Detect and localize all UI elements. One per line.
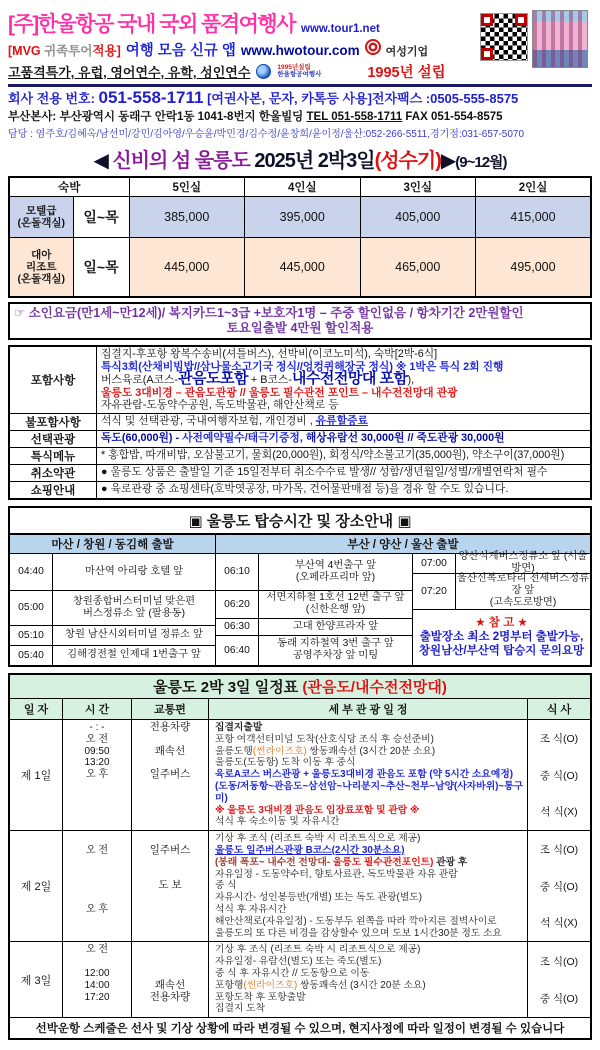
day-transport: 쾌속선 전용차량 bbox=[132, 942, 209, 1017]
info-label: 선택관광 bbox=[10, 431, 97, 447]
weekday-range: 일~목 bbox=[73, 238, 129, 298]
qr-code-icon bbox=[480, 13, 528, 61]
info-content: 집결지-후포항 왕복수송비(셔틀버스), 선박비(이코노미석), 숙박[2박-6식] 특식3회(산채비빔밥//삼나물소고기국 정식//엉컹퀴해장국 정식) ※ 1박은 특식 2회 진행 버스육로(A코스-관음도포함 + B코스-내수전전망대 포함), 울릉도 3대비경 – 관음도관광 // 울릉도 필수관전 포인트 – 내수전전망대 관광 자유관람-도동약수공원, 독도박물관, 해안산책로 등 bbox=[101, 348, 504, 412]
col-header-2room: 2인실 bbox=[476, 177, 592, 197]
boarding-place: 창원종합버스터미널 맞은편 버스정류소 앞 (팔용동) bbox=[72, 595, 196, 619]
info-row-excluded bbox=[10, 413, 590, 430]
boarding-note: ★ 참 고 ★ 출발장소 최소 2명부터 출발가능, 창원남산/부산역 탑승지 문의요망 bbox=[413, 609, 590, 665]
info-row-included bbox=[10, 347, 590, 413]
col-header-lodging: 숙박 bbox=[9, 177, 129, 197]
est-small-logo bbox=[277, 65, 321, 78]
day-details: 집결지출발 포항 여객선터미널 도착(산호식당 조식 후 승선준비) 울릉도행(썬라이즈호) 쌍동쾌속선 (3시간 20분 소요) 울릉도(도동항) 도착 이동 후 중식 육로A코스 버스관광 + 울릉도3대비경 관음도 포함 (약 5시간 소요예정) (도동/저동항~관음도~삼선암~나리분지~추산~천부~남양(사자바위)~통구미) ※ 울릉도 3대비경 관음도 입장료포함 및 관람 ※ 석식 후 숙소이동 및 자유시간 bbox=[209, 720, 528, 830]
info-row-optional-tours bbox=[10, 430, 590, 447]
boarding-place: 창원 남산시외터미널 정류소 앞 bbox=[65, 629, 203, 641]
boarding-col-yangsan-ulsan bbox=[412, 551, 590, 665]
day-times: 오 전 12:00 14:00 17:20 bbox=[63, 942, 132, 1017]
info-content: 석식 및 선택관광, 국내여행자보험, 개인경비 , 유류할증료 bbox=[101, 414, 368, 427]
day-times: - : - 오 전 09:50 13:20 오 후 bbox=[63, 720, 132, 830]
boarding-place: 동래 지하철역 3번 출구 앞 공영주차장 앞 미팅 bbox=[277, 638, 394, 662]
child-note-line2: 토요일출발 4만원 할인적용 bbox=[226, 321, 374, 335]
website-hwotour: www.hwotour.com bbox=[240, 43, 360, 58]
itinerary-day1-row bbox=[10, 720, 590, 831]
est-small-name: 한울항공여행사 bbox=[277, 70, 322, 78]
col-header-schedule: 세 부 관 광 일 정 bbox=[209, 699, 528, 719]
women-business-label: 여성기업 bbox=[385, 46, 429, 58]
itinerary-header-row bbox=[10, 699, 590, 720]
price-cell: 385,000 bbox=[129, 197, 245, 238]
day-meals: 조 식(O) 중 식(O) bbox=[539, 955, 579, 1005]
info-label: 포함사항 bbox=[10, 347, 97, 413]
info-label: 취소약관 bbox=[10, 465, 97, 481]
phone-line: 회사 전용 번호: 051-558-1711 [여권사본, 문자, 카톡등 사용]전자팩스 :0505-555-8575 bbox=[8, 88, 519, 107]
info-label: 불포함사항 bbox=[10, 414, 97, 430]
boarding-place: 울산신복로타리 전세버스정류장 앞 (고속도로방면) bbox=[456, 573, 590, 609]
boarding-time: 07:00 bbox=[413, 554, 456, 573]
child-discount-note bbox=[8, 302, 592, 340]
weekday-range: 일~목 bbox=[73, 197, 129, 238]
info-row-cancellation bbox=[10, 464, 590, 481]
building-photo bbox=[532, 10, 588, 68]
est-small-year: 1995년설립 bbox=[277, 64, 311, 71]
col-header-3room: 3인실 bbox=[360, 177, 476, 197]
itinerary-title-main: 울릉도 2박 3일 일정표 bbox=[153, 678, 303, 696]
col-header-4room: 4인실 bbox=[245, 177, 361, 197]
day-label: 제 2일 bbox=[10, 831, 63, 941]
price-cell: 465,000 bbox=[360, 238, 476, 298]
price-row-resort bbox=[9, 238, 591, 298]
boarding-place: 양산석계버스정류소 앞 (서울방면) bbox=[458, 551, 588, 575]
mvg-note: [MVG 귀족투어적용] bbox=[8, 44, 121, 58]
day-transport: 전용차량 쾌속선 일주버스 bbox=[132, 720, 209, 830]
website-tour1: www.tour1.net bbox=[301, 23, 380, 35]
boarding-col-busan bbox=[215, 554, 412, 665]
boarding-header-right: 부산 / 양산 / 울산 출발 bbox=[347, 538, 459, 551]
price-cell: 405,000 bbox=[360, 197, 476, 238]
boarding-place: 부산역 4번출구 앞 (오페라프리마 앞) bbox=[294, 559, 377, 583]
info-row-special-menu bbox=[10, 447, 590, 464]
boarding-time: 06:30 bbox=[216, 619, 259, 635]
boarding-title: ▣ 울릉도 탑승시간 및 장소안내 ▣ bbox=[10, 508, 590, 535]
boarding-time: 05:10 bbox=[10, 626, 53, 645]
day-meals: 조 식(O) 중 식(O) 석 식(X) bbox=[539, 844, 579, 930]
price-header-row bbox=[9, 177, 591, 197]
day-label: 제 3일 bbox=[10, 942, 63, 1017]
info-label: 쇼핑안내 bbox=[10, 482, 97, 498]
col-header-day: 일 자 bbox=[10, 699, 63, 719]
info-content: ● 울릉도 상품은 출발일 기준 15일전부터 취소수수료 발생// 성함/생년월일/성별/개별연락처 필수 bbox=[101, 465, 548, 478]
boarding-time: 05:00 bbox=[10, 591, 53, 625]
boarding-time: 06:10 bbox=[216, 554, 259, 590]
boarding-row bbox=[10, 625, 215, 645]
col-header-meals: 식 사 bbox=[546, 703, 572, 716]
boarding-place: 고대 한양프라자 앞 bbox=[292, 620, 379, 632]
boarding-row bbox=[413, 551, 590, 575]
boarding-section bbox=[8, 506, 592, 667]
day-label: 제 1일 bbox=[10, 720, 63, 830]
address-line: 부산본사: 부산광역시 동래구 안락1동 1041-8번지 한울빌딩 TEL 051-558-1711 FAX 051-554-8575 bbox=[8, 111, 503, 123]
price-row-motel bbox=[9, 197, 591, 238]
price-cell: 495,000 bbox=[476, 238, 592, 298]
boarding-time: 06:20 bbox=[216, 591, 259, 618]
info-row-shopping bbox=[10, 481, 590, 498]
boarding-time: 07:20 bbox=[413, 574, 456, 609]
managers-line: 담당 : 염주호/김혜옥/남선미/강민/김아영/우승윤/박민경/김수정/윤창희/윤이정/울산:052-266-5511,경기점:031-657-5070 bbox=[8, 129, 525, 140]
boarding-row bbox=[413, 573, 590, 609]
price-cell: 445,000 bbox=[245, 238, 361, 298]
itinerary-title bbox=[10, 675, 590, 699]
boarding-row bbox=[10, 554, 215, 590]
boarding-place: 서면지하철 1호선 12번 출구 앞 (신한은행 앞) bbox=[266, 592, 405, 616]
boarding-place: 마산역 아리랑 호텔 앞 bbox=[84, 565, 184, 577]
itinerary-footer-note: 선박운항 스케줄은 선사 및 기상 상황에 따라 변경될 수 있으며, 현지사정에 따라 일정이 변경될 수 있습니다 bbox=[35, 1023, 565, 1036]
day-times: 오 전 오 후 bbox=[63, 831, 132, 941]
col-header-time: 시 간 bbox=[63, 699, 132, 719]
established-label: 1995년 설립 bbox=[367, 65, 446, 81]
lodging-name: 모텔급 (온돌객실) bbox=[9, 197, 73, 238]
price-cell: 415,000 bbox=[476, 197, 592, 238]
info-content: 독도(60,000원) - 사전예약필수/태극기증정, 해상유람선 30,000원 // 죽도관광 30,000원 bbox=[101, 431, 505, 444]
price-cell: 445,000 bbox=[129, 238, 245, 298]
hanul-globe-icon bbox=[256, 64, 271, 79]
day-details: 기상 후 조식 (리조트 숙박 시 리조트식으로 제공) 자유일정- 유람선(별도) 또는 죽도(별도) 중 식 후 자유시간 // 도동항으로 이동 포항행(썬라이즈호) 쌍동쾌속선 (3시간 20분 소요) 포항도착 후 포항출발 집결지 도착 bbox=[209, 942, 528, 1017]
categories-line: 고품격특가, 유럽, 영어연수, 유학, 성인연수 bbox=[8, 65, 251, 80]
header bbox=[8, 8, 592, 140]
boarding-time: 04:40 bbox=[10, 554, 53, 590]
boarding-body bbox=[10, 551, 590, 665]
boarding-row bbox=[216, 618, 412, 635]
company-title: [주]한울항공 국내 국외 품격여행사 bbox=[8, 13, 295, 36]
boarding-col-masan bbox=[10, 554, 215, 665]
info-content: * 홍합밥, 따개비밥, 오삼불고기, 물회(20,000원), 회정식/약소불고기(35,000원), 약소구이(37,000원) bbox=[101, 448, 565, 461]
boarding-time: 06:40 bbox=[216, 636, 259, 665]
itinerary-title-highlight: (관음도/내수전전망대) bbox=[302, 678, 447, 696]
boarding-place: 김해경전철 인제대 1번출구 앞 bbox=[67, 649, 201, 661]
boarding-time: 05:40 bbox=[10, 646, 53, 665]
itinerary-day3-row bbox=[10, 942, 590, 1018]
lodging-name: 대아 리조트 (온돌객실) bbox=[9, 238, 73, 298]
boarding-row bbox=[216, 635, 412, 665]
price-cell: 395,000 bbox=[245, 197, 361, 238]
page-title: ◀ 신비의 섬 울릉도 2025년 2박3일(성수기)▶(9~12월) bbox=[93, 150, 507, 172]
col-header-transport: 교통편 bbox=[132, 699, 209, 719]
info-table bbox=[8, 345, 592, 500]
info-content: ● 육로관광 중 쇼핑센타(호박엿공장, 마가목, 건어물판매점 등)을 경유 할 수도 있습니다. bbox=[101, 482, 509, 495]
women-business-icon bbox=[365, 39, 381, 55]
day-details: 기상 후 조식 (리조트 숙박 시 리조트식으로 제공) 울릉도 일주버스관광 B코스(2시간 30분소요) (봉래 폭포~ 내수전 전망대- 울릉도 필수관전포인트) 관광 후 자유일정 - 도동약수터, 향토사료관, 독도박물관 자유 관람 중 식 자유시간- 성인봉등반(개별) 또는 독도 관광(별도) 석식 후 자유시간 해안산책로(자유일정) - 도동부두 왼쪽을 따라 깍아지른 절벽사이로 울릉도의 또 다른 비경을 감상할수 있으며 도보 1시간30분 정도 소요 bbox=[209, 831, 528, 941]
itinerary-table bbox=[8, 673, 592, 1040]
info-label: 특식메뉴 bbox=[10, 448, 97, 464]
boarding-row bbox=[10, 590, 215, 625]
day-transport: 일주버스 도 보 bbox=[132, 831, 209, 941]
col-header-5room: 5인실 bbox=[129, 177, 245, 197]
boarding-row bbox=[216, 554, 412, 590]
header-divider bbox=[8, 84, 592, 87]
boarding-row bbox=[216, 590, 412, 618]
price-table bbox=[8, 176, 592, 298]
day-meals: 조 식(O) 중 식(O) 석 식(X) bbox=[539, 732, 579, 819]
child-note-line1: ☞ 소인요금(만1세~만12세)/ 복지카드1~3급 +보호자1명 – 주중 할인없음 / 항차기간 2만원할인 bbox=[14, 306, 524, 320]
boarding-header-left: 마산 / 창원 / 동김해 출발 bbox=[10, 535, 216, 553]
app-label: 여행 모음 신규 앱 bbox=[125, 43, 236, 59]
categories-row bbox=[8, 61, 592, 82]
boarding-row bbox=[10, 645, 215, 665]
